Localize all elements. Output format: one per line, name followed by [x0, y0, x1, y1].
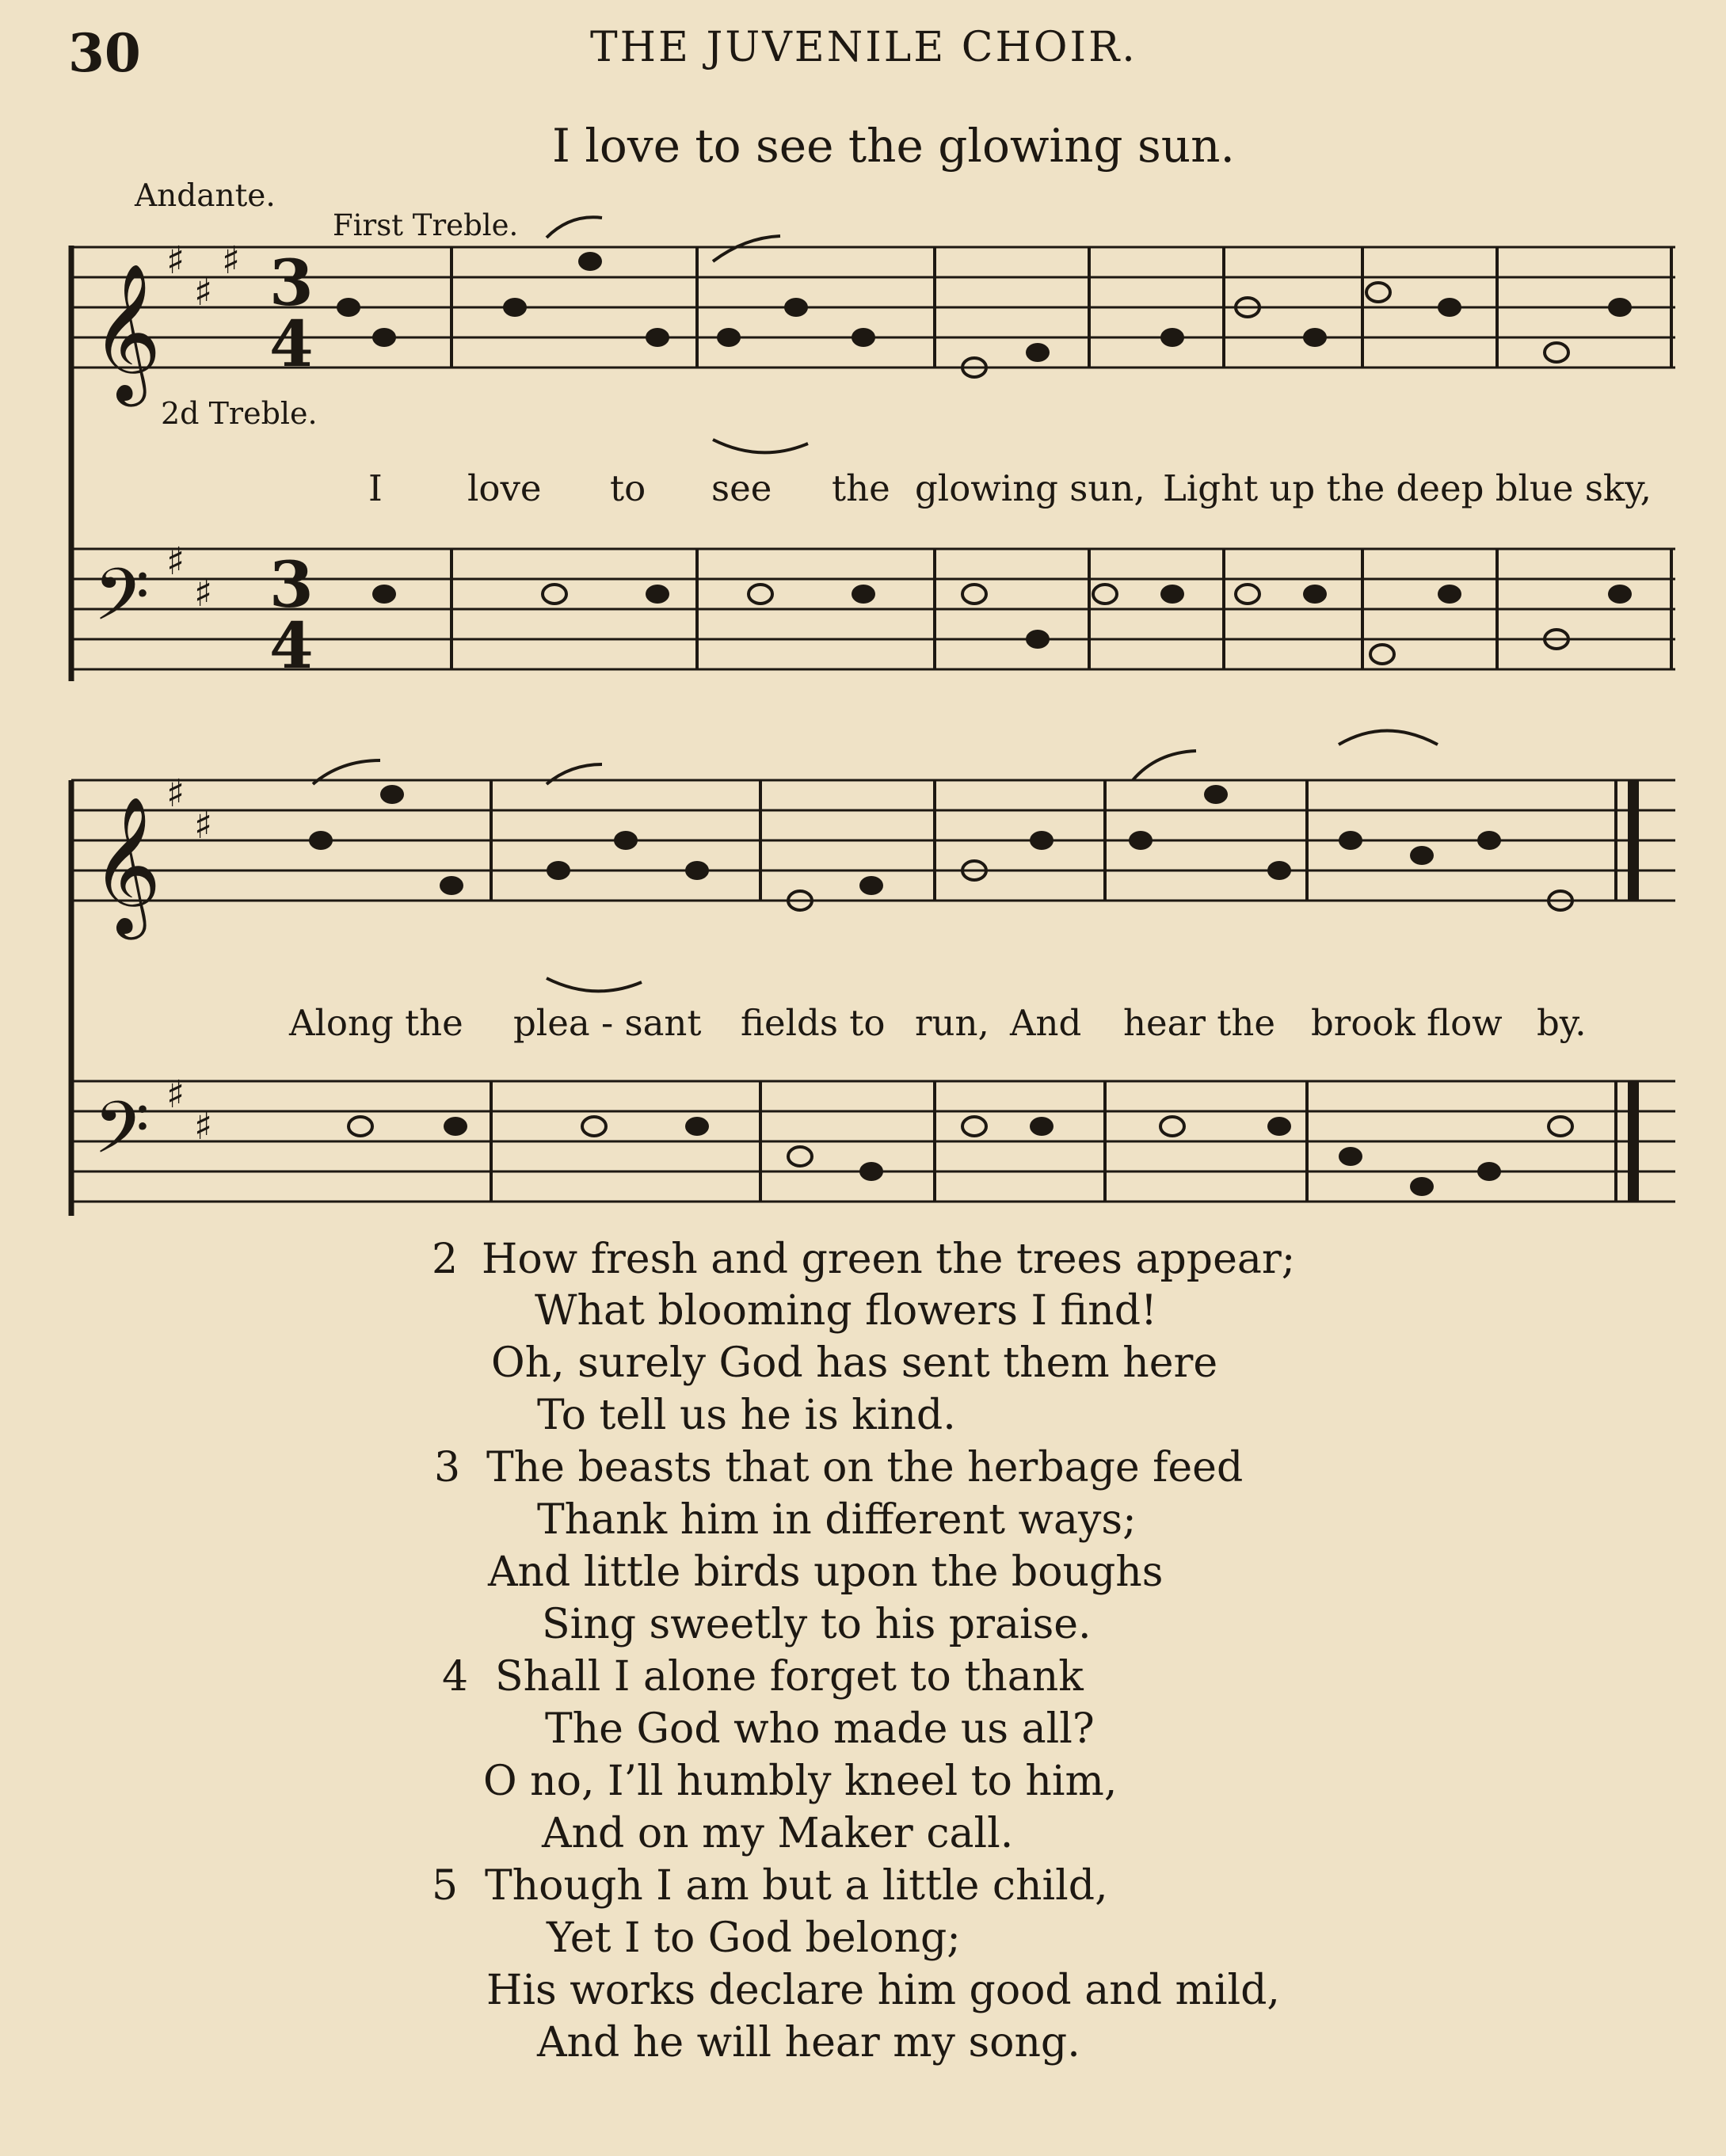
verse-line: Oh, surely God has sent them here [491, 1339, 1218, 1387]
lyric-word: to [610, 467, 646, 509]
verse-line: Yet I to God belong; [547, 1914, 961, 1962]
verse-line: His works declare him good and mild, [486, 1967, 1280, 2014]
time-sig-top: 3 [269, 547, 314, 622]
lyric-word: plea - sant [513, 1002, 702, 1044]
verse-line: The beasts that on the herbage feed [486, 1444, 1244, 1491]
sharp-icon: ♯ [194, 270, 213, 314]
lyric-word: Along the [289, 1002, 463, 1044]
sharp-icon: ♯ [194, 803, 213, 848]
verse-line: Sing sweetly to his praise. [542, 1601, 1092, 1648]
verse-line: And on my Maker call. [542, 1810, 1014, 1857]
verse-line: The God who made us all? [545, 1705, 1095, 1753]
verse-number: 2 [432, 1236, 459, 1283]
sharp-icon: ♯ [166, 238, 185, 283]
sharp-icon: ♯ [166, 771, 185, 816]
second-treble-label: 2d Treble. [161, 396, 318, 431]
sharp-icon: ♯ [166, 539, 185, 584]
hymn-title: I love to see the glowing sun. [552, 119, 1235, 173]
verse-line: And he will hear my song. [537, 2019, 1080, 2066]
notes-system-2 [309, 785, 1572, 910]
verse-line: To tell us he is kind. [537, 1392, 956, 1439]
notes-system-1-bass [372, 585, 1632, 664]
time-sig-top: 3 [269, 246, 314, 320]
final-barline [1616, 780, 1633, 1202]
verse-line: What blooming flowers I find! [535, 1287, 1157, 1335]
lyric-word: by. [1537, 1002, 1587, 1044]
sharp-icon: ♯ [194, 1104, 213, 1148]
lyric-word: Light up the deep blue sky, [1163, 467, 1652, 509]
lyric-word: love [467, 467, 542, 509]
verse-number: 5 [432, 1862, 459, 1910]
time-sig-bottom: 4 [269, 307, 314, 381]
time-sig-bottom: 4 [269, 608, 314, 683]
verse-line: How fresh and green the trees appear; [482, 1236, 1296, 1283]
verse-line: Though I am but a little child, [485, 1862, 1108, 1910]
notes-system-1 [337, 252, 1632, 377]
lyric-word: hear the [1123, 1002, 1275, 1044]
verse-line: O no, I’ll humbly kneel to him, [483, 1758, 1118, 1805]
verse-line: Shall I alone forget to thank [495, 1653, 1084, 1701]
lyric-word: I [368, 467, 383, 509]
running-head: THE JUVENILE CHOIR. [590, 24, 1137, 71]
bass-staff-2 [71, 1081, 1675, 1202]
sharp-icon: ♯ [166, 1072, 185, 1117]
notes-system-2-bass [349, 1117, 1572, 1196]
bass-clef-icon: 𝄢 [93, 553, 150, 654]
sharp-icon: ♯ [222, 238, 241, 283]
bass-clef-icon: 𝄢 [93, 1086, 150, 1187]
lyric-word: the [832, 467, 890, 509]
barlines-1 [452, 247, 1671, 669]
tempo-marking: Andante. [135, 178, 276, 214]
treble-clef-icon: 𝄞 [91, 796, 162, 934]
lyric-word: fields to [741, 1002, 886, 1044]
verse-number: 4 [442, 1653, 469, 1701]
lyric-word: And [1010, 1002, 1082, 1044]
lyric-word: run, [915, 1002, 989, 1044]
lyric-word: see [711, 467, 772, 509]
lyric-word: brook flow [1311, 1002, 1503, 1044]
lyric-word: glowing sun, [915, 467, 1145, 509]
first-treble-label: First Treble. [333, 208, 519, 242]
verse-line: And little birds upon the boughs [488, 1548, 1164, 1596]
sharp-icon: ♯ [194, 571, 213, 615]
verse-line: Thank him in different ways; [537, 1496, 1137, 1544]
verse-number: 3 [434, 1444, 461, 1491]
page-number: 30 [68, 22, 141, 84]
treble-clef-icon: 𝄞 [91, 263, 162, 401]
